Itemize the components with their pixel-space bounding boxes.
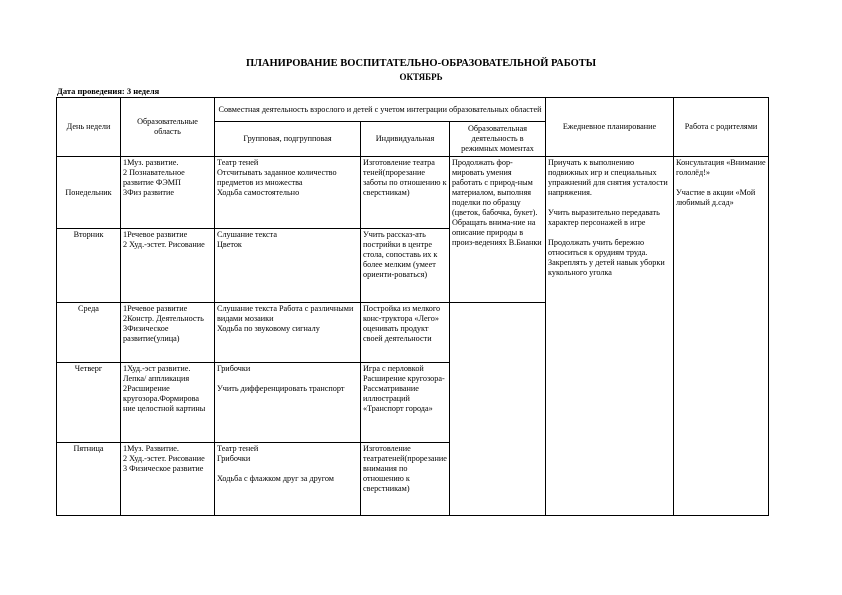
area-cell: 1Муз. развитие. 2 Познавательное развитие ФЭМП 3Физ развитие — [121, 157, 215, 229]
individual-cell: Учить рассказ-ать пострийки в центре стола, сопоставь их к более мелким (умеет ориенти-роваться) — [361, 229, 450, 303]
parents-cell: Консультация «Внимание гололёд!» Участие в акции «Мой любимый д.сад» — [674, 157, 769, 516]
col-header-group: Групповая, подгрупповая — [215, 122, 361, 157]
individual-cell: Изготовление театра теней(прорезание заботы по отношению к сверстникам) — [361, 157, 450, 229]
col-header-joint: Совместная деятельность взрослого и детей с учетом интеграции образовательных областей — [215, 98, 546, 122]
group-cell: Слушание текста Цветок — [215, 229, 361, 303]
col-header-daily: Ежедневное планирование — [546, 98, 674, 157]
col-header-individual: Индивидуальная — [361, 122, 450, 157]
group-cell: Грибочки Учить дифференцировать транспорт — [215, 363, 361, 443]
group-cell: Театр теней Грибочки Ходьба с флажком друг за другом — [215, 443, 361, 516]
individual-cell: Игра с перловкой Расширение кругозора-Рассматривание иллюстраций «Транспорт города» — [361, 363, 450, 443]
page-title: ПЛАНИРОВАНИЕ ВОСПИТАТЕЛЬНО-ОБРАЗОВАТЕЛЬНОЙ РАБОТЫ — [245, 58, 597, 69]
area-cell: 1Худ.-эст развитие. Лепка/ аппликация 2Расширение кругозора.Формирова ние целостной картины — [121, 363, 215, 443]
area-cell: 1Муз. Развитие. 2 Худ.-эстет. Рисование 3 Физическое развитие — [121, 443, 215, 516]
regime-cell-empty — [450, 303, 546, 516]
day-cell: Понедельник — [57, 157, 121, 229]
daily-cell: Приучать к выполнению подвижных игр и специальных упражнений для снятия усталости напряжения. Учить выразительно передавать характер персонажей в игре Продолжать учить бережно относиться к орудиям труда. Закреплять у детей навык уборки кукольного уголка — [546, 157, 674, 516]
month-title: ОКТЯБРЬ — [399, 72, 443, 82]
col-header-day: День недели — [57, 98, 121, 157]
group-cell: Театр теней Отсчитывать заданное количество предметов из множества Ходьба самостоятельно — [215, 157, 361, 229]
group-cell: Слушание текста Работа с различными видами мозаики Ходьба по звуковому сигналу — [215, 303, 361, 363]
individual-cell: Изготовление театратеней(прорезание внимания по отношению к сверстникам) — [361, 443, 450, 516]
col-header-regime: Образовательная деятельность в режимных моментах — [450, 122, 546, 157]
day-cell: Среда — [57, 303, 121, 363]
day-cell: Вторник — [57, 229, 121, 303]
individual-cell: Постройка из мелкого конс-труктора «Лего» оценивать продукт своей деятельности — [361, 303, 450, 363]
col-header-parents: Работа с родителями — [674, 98, 769, 157]
regime-cell: Продолжать фор-мировать умения работать с природ-ным материалом, выполняя поделки по образцу (цветок, бабочка, букет). Обращать внима-ние на описание природы в произ-ведениях В.Бианки — [450, 157, 546, 303]
area-cell: 1Речевое развитие 2 Худ.-эстет. Рисование — [121, 229, 215, 303]
plan-table — [56, 97, 769, 516]
col-header-area: Образовательные область — [121, 98, 215, 157]
day-cell: Четверг — [57, 363, 121, 443]
table-row — [57, 157, 769, 229]
day-cell: Пятница — [57, 443, 121, 516]
date-line: Дата проведения: 3 неделя — [57, 86, 160, 96]
area-cell: 1Речевое развитие 2Констр. Деятельность 3Физическое развитие(улица) — [121, 303, 215, 363]
